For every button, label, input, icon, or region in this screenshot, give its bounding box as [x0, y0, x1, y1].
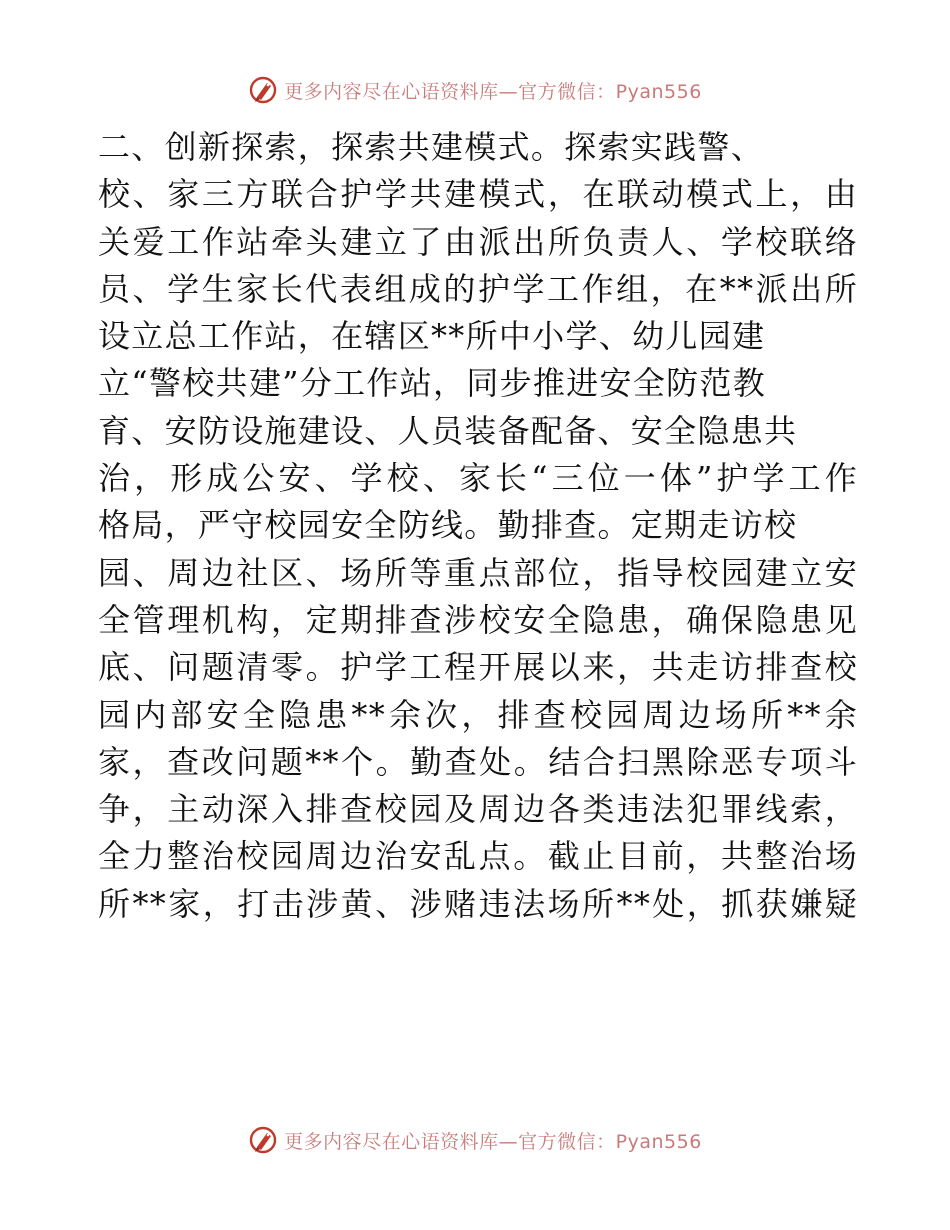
text-line: 格局，严守校园安全防线。勤排查。定期走访校 [98, 506, 798, 545]
text-line: 底、问题清零。护学工程开展以来，共走访排查校 [98, 648, 858, 687]
text-line: 校、家三方联合护学共建模式，在联动模式上，由 [98, 175, 858, 214]
header-banner [0, 70, 950, 110]
text-line: 关爱工作站牵头建立了由派出所负责人、学校联络 [98, 222, 858, 261]
footer-banner-text: 更多内容尽在心语资料库—官方微信：Pyan556 [284, 1130, 702, 1153]
text-line: 争，主动深入排查校园及周边各类违法犯罪线索， [98, 790, 858, 829]
text-line: 全管理机构，定期排查涉校安全隐患，确保隐患见 [98, 600, 858, 639]
text-line: 设立总工作站，在辖区**所中小学、幼儿园建 [98, 317, 766, 356]
text-line: 二、创新探索，探索共建模式。探索实践警、 [98, 128, 765, 166]
header-banner-text: 更多内容尽在心语资料库—官方微信：Pyan556 [284, 80, 702, 103]
pen-nib-circle-icon [248, 1125, 278, 1155]
text-line: 育、安防设施建设、人员装备配备、安全隐患共 [98, 411, 798, 450]
text-line: 员、学生家长代表组成的护学工作组，在**派出所 [98, 269, 858, 308]
document-body [98, 124, 858, 928]
pen-nib-circle-icon [248, 75, 278, 105]
footer-banner [0, 1120, 950, 1160]
text-line: 全力整治校园周边治安乱点。截止目前，共整治场 [98, 837, 858, 876]
text-line: 家，查改问题**个。勤查处。结合扫黑除恶专项斗 [98, 742, 858, 781]
text-line: 治，形成公安、学校、家长“三位一体”护学工作 [98, 459, 858, 498]
text-line: 园内部安全隐患**余次，排查校园周边场所**余 [98, 695, 858, 734]
text-line: 立“警校共建”分工作站，同步推进安全防范教 [98, 364, 767, 403]
text-line: 园、周边社区、场所等重点部位，指导校园建立安 [98, 553, 858, 592]
text-line: 所**家，打击涉黄、涉赌违法场所**处，抓获嫌疑 [98, 884, 858, 923]
